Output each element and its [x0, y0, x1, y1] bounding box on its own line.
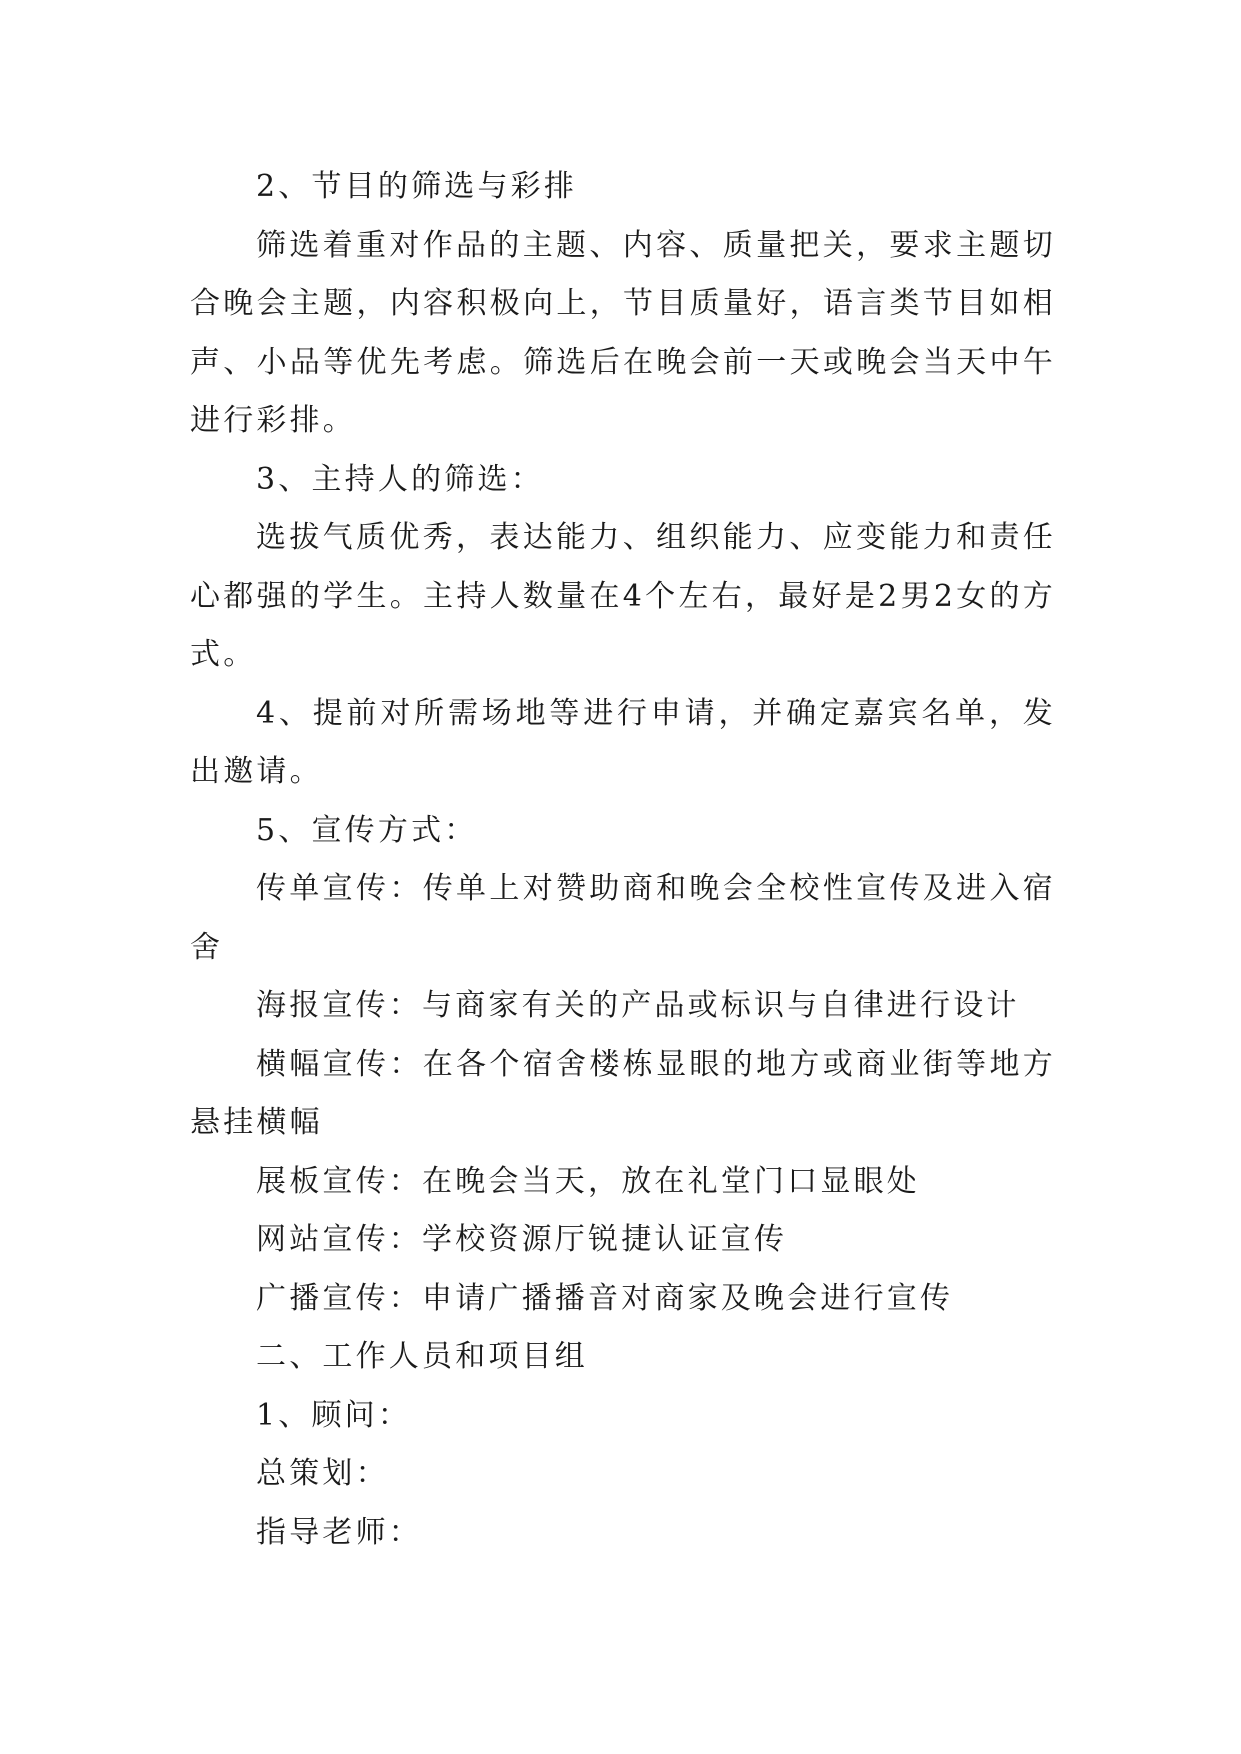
staff-item-supervising-teacher: 指导老师：: [256, 1514, 422, 1550]
document-body: [190, 158, 1056, 1562]
section-heading-promotion: 5、宣传方式：: [256, 812, 478, 848]
paragraph-broadcast-promotion: 广播宣传：申请广播播音对商家及晚会进行宣传: [256, 1280, 954, 1316]
paragraph-host-selection: 选拔气质优秀，表达能力、组织能力、应变能力和责任心都强的学生。主持人数量在4个左右，最好是2男2女的方式。: [190, 520, 1056, 672]
paragraph-display-board-promotion: 展板宣传：在晚会当天，放在礼堂门口显眼处: [256, 1163, 920, 1199]
paragraph-website-promotion: 网站宣传：学校资源厅锐捷认证宣传: [256, 1222, 788, 1257]
paragraph-program-selection: 筛选着重对作品的主题、内容、质量把关，要求主题切合晚会主题，内容积极向上，节目质量好，语言类节目如相声、小品等优先考虑。筛选后在晚会前一天或晚会当天中午进行彩排。: [190, 227, 1056, 438]
staff-item-advisor: 1、顾问：: [256, 1397, 412, 1433]
paragraph-poster-promotion: 海报宣传：与商家有关的产品或标识与自律进行设计: [256, 988, 1020, 1023]
staff-item-chief-planner: 总策划：: [256, 1456, 389, 1491]
paragraph-venue-application: 4、提前对所需场地等进行申请，并确定嘉宾名单，发出邀请。: [190, 695, 1056, 789]
section-heading-program-selection: 2、节目的筛选与彩排: [256, 169, 578, 204]
section-heading-host-selection: 3、主持人的筛选：: [256, 461, 544, 497]
section-heading-staff: 二、工作人员和项目组: [256, 1339, 588, 1374]
paragraph-banner-promotion: 横幅宣传：在各个宿舍楼栋显眼的地方或商业街等地方悬挂横幅: [190, 1046, 1056, 1140]
paragraph-flyer-promotion: 传单宣传：传单上对赞助商和晚会全校性宣传及进入宿舍: [190, 871, 1056, 965]
